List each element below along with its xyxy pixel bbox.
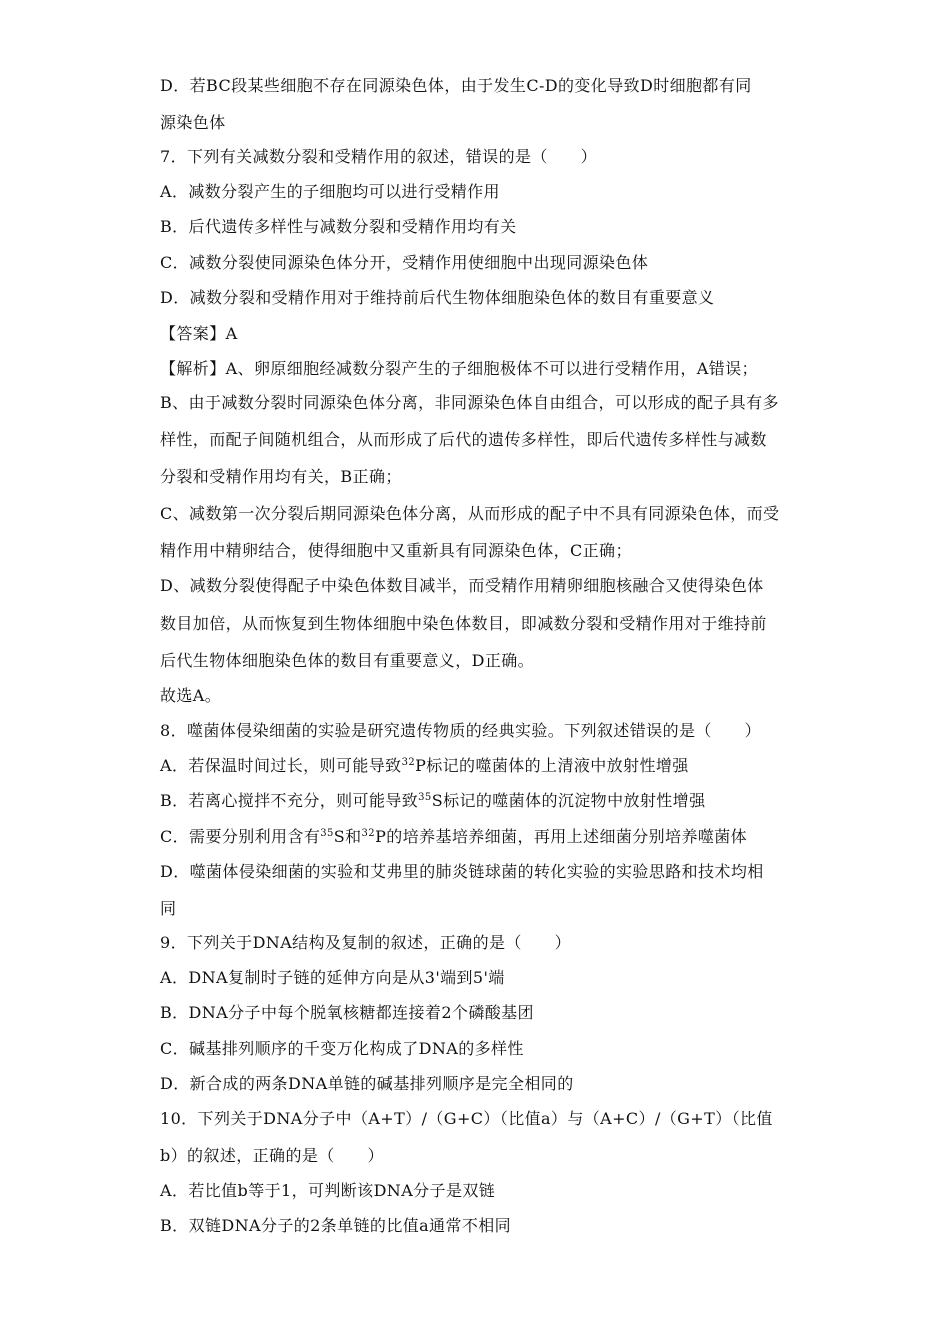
q9-option-a: A．DNA复制时子链的延伸方向是从3'端到5'端 xyxy=(160,968,505,987)
q7-analysis-line-6: 精作用中精卵结合，使得细胞中又重新具有同源染色体，C正确； xyxy=(160,541,632,560)
q9-option-d: D．新合成的两条DNA单链的碱基排列顺序是完全相同的 xyxy=(160,1074,574,1093)
q8-option-b: B．若离心搅拌不充分，则可能导致$^{35}$S标记的噬菌体的沉淀物中放射性增强 xyxy=(160,791,706,810)
q7-stem: 7．下列有关减数分裂和受精作用的叙述，错误的是（ ） xyxy=(160,147,597,166)
q10-option-a: A．若比值b等于1，可判断该DNA分子是双链 xyxy=(160,1181,496,1200)
q10-stem-line-2: b）的叙述，正确的是（ ） xyxy=(160,1146,384,1165)
q7-analysis-line-2: B、由于减数分裂时同源染色体分离，非同源染色体自由组合，可以形成的配子具有多 xyxy=(160,393,779,412)
q7-conclusion: 故选A。 xyxy=(160,686,222,705)
q8-option-a: A．若保温时间过长，则可能导致$^{32}$P标记的噬菌体的上清液中放射性增强 xyxy=(160,756,689,775)
q7-answer: 【答案】A xyxy=(160,324,238,343)
q8-option-c: C．需要分别利用含有$^{35}$S和$^{32}$P的培养基培养细菌，再用上述细菌分别培养噬菌体 xyxy=(160,827,748,846)
q7-analysis-line-5: C、减数第一次分裂后期同源染色体分离，从而形成的配子中不具有同源染色体，而受 xyxy=(160,504,780,523)
q9-option-b: B．DNA分子中每个脱氧核糖都连接着2个磷酸基团 xyxy=(160,1003,534,1022)
q7-option-d: D．减数分裂和受精作用对于维持前后代生物体细胞染色体的数目有重要意义 xyxy=(160,288,715,307)
q7-analysis-line-9: 后代生物体细胞染色体的数目有重要意义，D正确。 xyxy=(160,651,535,670)
q7-analysis-line-8: 数目加倍，从而恢复到生物体细胞中染色体数目，即减数分裂和受精作用对于维持前 xyxy=(160,614,767,633)
q6-option-d-line-1: D．若BC段某些细胞不存在同源染色体，由于发生C-D的变化导致D时细胞都有同 xyxy=(160,76,752,95)
q6-option-d-line-2: 源染色体 xyxy=(160,113,226,132)
q10-stem-line-1: 10．下列关于DNA分子中（A+T）/（G+C）（比值a）与（A+C）/（G+T）（比值 xyxy=(160,1109,773,1128)
q7-option-c: C．减数分裂使同源染色体分开，受精作用使细胞中出现同源染色体 xyxy=(160,253,649,272)
q7-option-b: B．后代遗传多样性与减数分裂和受精作用均有关 xyxy=(160,217,517,236)
q8-option-d-line-2: 同 xyxy=(160,899,177,918)
q7-analysis-line-3: 样性，而配子间随机组合，从而形成了后代的遗传多样性，即后代遗传多样性与减数 xyxy=(160,430,767,449)
q9-option-c: C．碱基排列顺序的千变万化构成了DNA的多样性 xyxy=(160,1039,524,1058)
q9-stem: 9．下列关于DNA结构及复制的叙述，正确的是（ ） xyxy=(160,933,571,952)
q7-analysis-line-7: D、减数分裂使得配子中染色体数目减半，而受精作用精卵细胞核融合又使得染色体 xyxy=(160,576,764,595)
q7-analysis-line-4: 分裂和受精作用均有关，B正确； xyxy=(160,467,402,486)
q10-option-b: B．双链DNA分子的2条单链的比值a通常不相同 xyxy=(160,1216,512,1235)
q7-option-a: A．减数分裂产生的子细胞均可以进行受精作用 xyxy=(160,182,500,201)
q8-stem: 8．噬菌体侵染细菌的实验是研究遗传物质的经典实验。下列叙述错误的是（ ） xyxy=(160,721,761,740)
q7-analysis-line-1: 【解析】A、卵原细胞经减数分裂产生的子细胞极体不可以进行受精作用，A错误； xyxy=(160,359,758,378)
q8-option-d-line-1: D．噬菌体侵染细菌的实验和艾弗里的肺炎链球菌的转化实验的实验思路和技术均相 xyxy=(160,862,764,881)
